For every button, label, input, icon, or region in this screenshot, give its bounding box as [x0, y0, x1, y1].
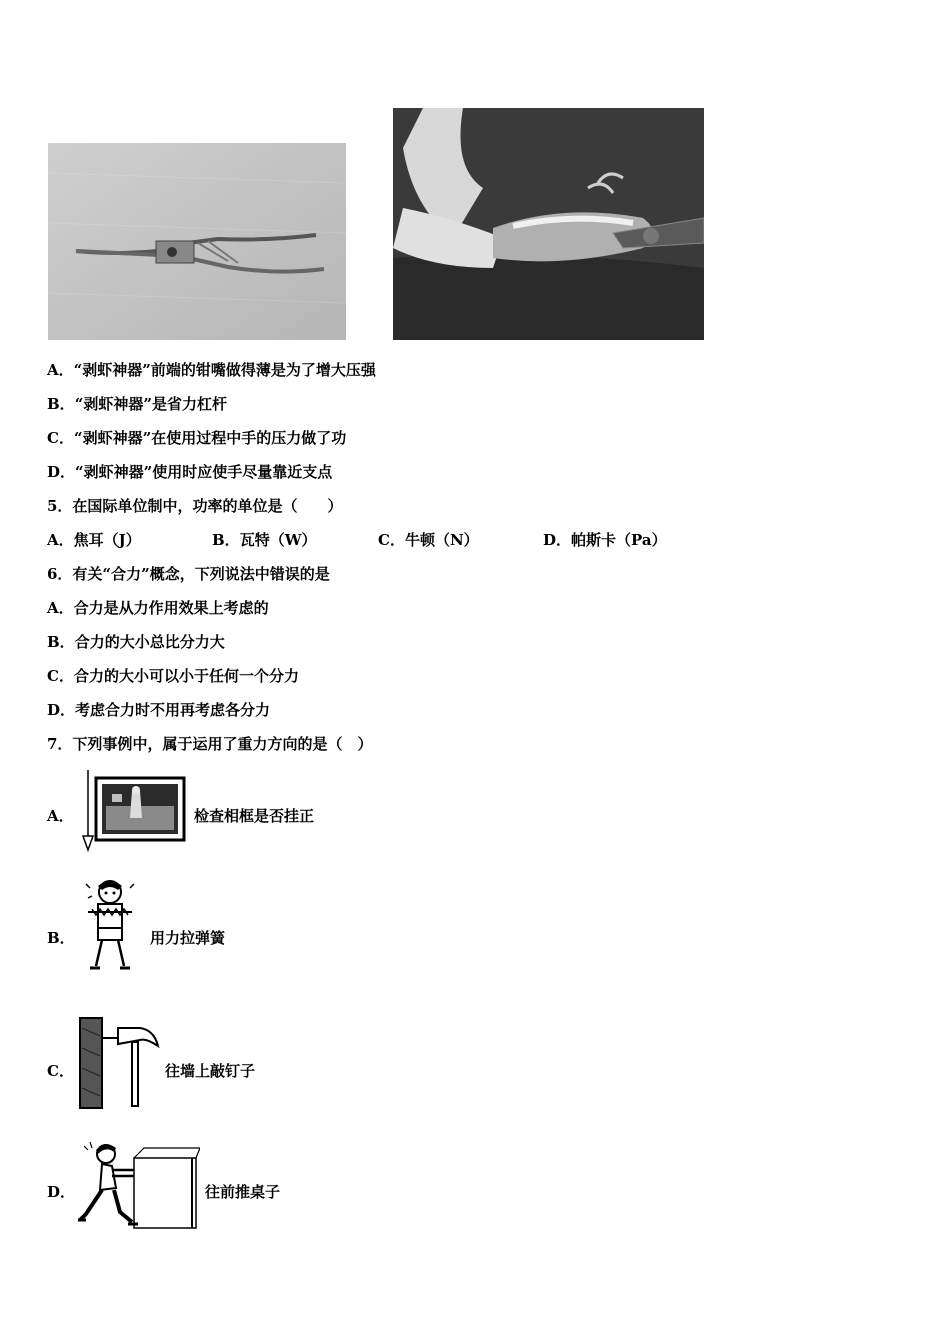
shrimp-peeler-photo [48, 143, 346, 340]
option-text: 焦耳（J） [73, 531, 141, 549]
q5-stem: 5．在国际单位制中，功率的单位是（ ） [47, 497, 343, 515]
q5-option-a [47, 530, 141, 550]
q6-option-c [47, 666, 299, 686]
option-text: 合力的大小可以小于任何一个分力 [73, 667, 299, 685]
option-letter: C． [47, 667, 74, 685]
q7-option-d-letter: D． [47, 1183, 76, 1201]
q7-option-b-letter: B． [47, 929, 75, 947]
option-text: 合力是从力作用效果上考虑的 [73, 599, 269, 617]
q4-option-c [47, 428, 346, 448]
q7-option-a-letter: A． [47, 807, 74, 825]
q6-option-d [47, 700, 270, 720]
q4-option-a [47, 360, 376, 380]
q6-option-b [47, 632, 225, 652]
person-pulling-spring-icon [78, 876, 142, 974]
hammer-wall-icon [78, 1016, 162, 1110]
option-text: 瓦特（W） [239, 531, 317, 549]
option-text: “剥虾神器”在使用过程中手的压力做了功 [73, 429, 347, 447]
option-text: 牛顿（N） [404, 531, 479, 549]
option-text: 合力的大小总比分力大 [74, 633, 225, 651]
shrimp-peeling-photo [393, 108, 704, 340]
q7-option-c-text: 往墙上敲钉子 [165, 1062, 256, 1080]
option-letter: A． [47, 361, 74, 379]
q6-stem: 6．有关“合力”概念，下列说法中错误的是 [47, 565, 330, 583]
option-letter: A． [47, 531, 74, 549]
q7-option-b-text: 用力拉弹簧 [150, 929, 226, 947]
option-text: “剥虾神器”使用时应使手尽量靠近支点 [75, 463, 333, 481]
option-letter: D． [47, 463, 76, 481]
option-text: 考虑合力时不用再考虑各分力 [75, 701, 271, 719]
option-text: 帕斯卡（Pa） [571, 531, 667, 549]
q4-option-b [47, 394, 227, 414]
q7-option-c-letter: C． [47, 1062, 74, 1080]
q6-option-a [47, 598, 269, 618]
person-pushing-table-icon [76, 1140, 200, 1232]
option-letter: D． [47, 701, 76, 719]
option-text: “剥虾神器”是省力杠杆 [74, 395, 227, 413]
option-letter: C． [47, 429, 74, 447]
option-letter: B． [47, 395, 75, 413]
q5-option-d [543, 530, 667, 550]
option-letter: A． [47, 599, 74, 617]
q7-option-a-text: 检查相框是否挂正 [194, 807, 315, 825]
q5-option-b [212, 530, 317, 550]
option-text: “剥虾神器”前端的钳嘴做得薄是为了增大压强 [73, 361, 376, 379]
q7-option-d-text: 往前推桌子 [205, 1183, 281, 1201]
option-letter: D． [543, 531, 572, 549]
plumb-line-frame-icon [78, 768, 188, 854]
option-letter: B． [47, 633, 75, 651]
q7-stem: 7．下列事例中，属于运用了重力方向的是（ ） [47, 735, 373, 753]
option-letter: B． [212, 531, 240, 549]
q5-option-c [378, 530, 479, 550]
option-letter: C． [378, 531, 405, 549]
q4-option-d [47, 462, 332, 482]
